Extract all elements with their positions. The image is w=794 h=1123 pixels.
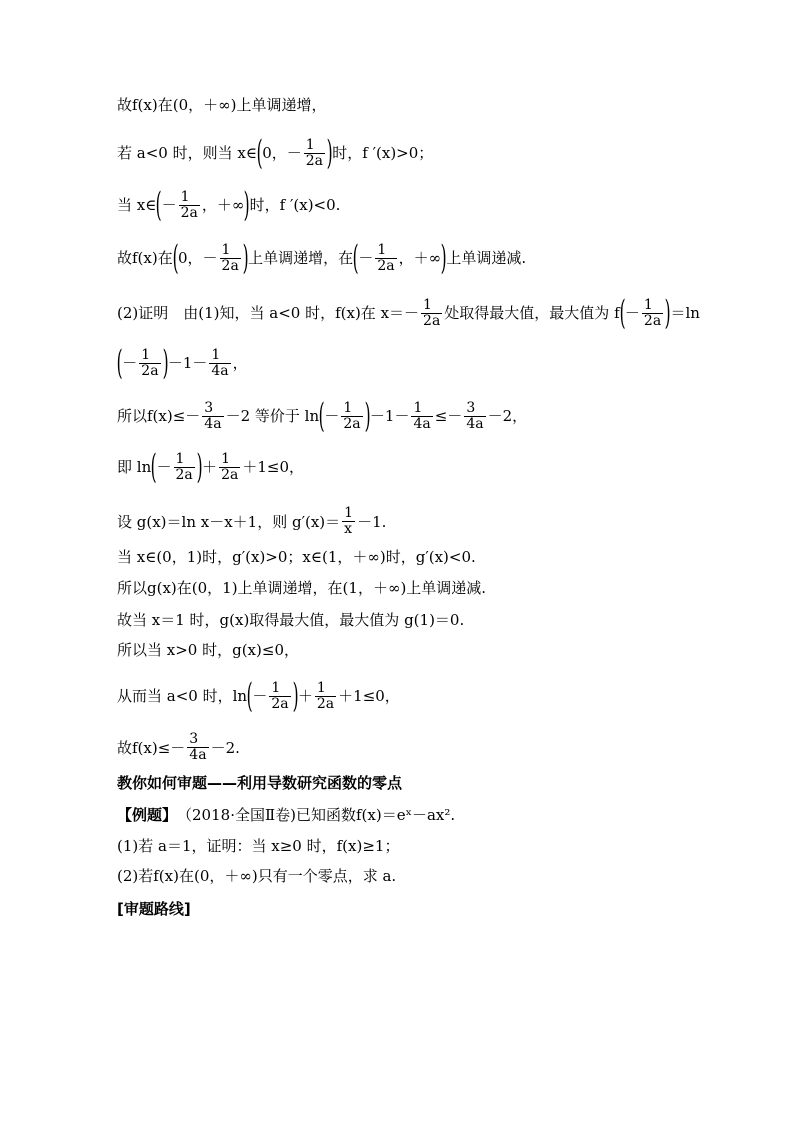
text-segment: ＋1≤0， — [338, 687, 400, 705]
text-segment: － — [156, 458, 172, 476]
text-segment: 故f(x)≤－ — [117, 738, 186, 757]
fraction-denominator: 2a — [221, 466, 239, 483]
fraction-denominator: 2a — [377, 257, 395, 274]
text-segment: 故f(x)在(0，＋∞)上单调递增， — [117, 96, 327, 114]
text-line — [117, 773, 402, 793]
fraction-numerator: 3 — [189, 731, 199, 747]
text-segment: ＝ln — [670, 304, 700, 322]
text-segment: 故当 x＝1 时，g(x)取得最大值，最大值为 g(1)＝0. — [117, 611, 465, 629]
fraction-denominator: 4a — [204, 415, 222, 432]
fraction — [219, 452, 240, 483]
text-line — [117, 238, 527, 278]
text-segment: － — [324, 407, 340, 425]
text-segment: 所以f(x)≤－ — [117, 407, 201, 425]
text-segment: ＋ — [202, 458, 218, 476]
text-segment: －2. — [210, 738, 240, 757]
text-segment: 即 ln — [117, 458, 152, 476]
fraction-denominator: 4a — [211, 362, 229, 379]
fraction — [642, 298, 663, 329]
text-line — [117, 640, 299, 660]
text-segment: ＋1≤0， — [242, 458, 304, 476]
text-segment: ，＋∞ — [398, 249, 442, 267]
fraction-denominator: 2a — [180, 204, 198, 221]
text-segment: 上单调递减. — [446, 249, 527, 267]
text-segment: ，＋∞ — [201, 196, 245, 214]
text-line — [117, 805, 455, 825]
fraction-numerator: 1 — [180, 188, 190, 205]
text-segment: 0，－ — [177, 249, 218, 267]
fraction-denominator: 2a — [316, 695, 335, 712]
fraction-denominator: 2a — [175, 466, 193, 483]
fraction-denominator: 2a — [141, 362, 159, 379]
text-segment: － — [161, 196, 177, 214]
fraction — [220, 243, 241, 274]
large-parenthesis: ( — [256, 133, 263, 173]
large-parenthesis: ) — [440, 238, 447, 278]
fraction — [187, 732, 208, 763]
text-line — [117, 293, 700, 333]
text-segment: [审题路线] — [117, 900, 191, 918]
text-segment: － — [624, 304, 640, 322]
text-segment: 所以g(x)在(0，1)上单调递增，在(1，＋∞)上单调递减. — [117, 579, 487, 597]
text-segment: －1. — [357, 512, 387, 531]
fraction-denominator: 4a — [413, 415, 431, 432]
text-line — [117, 899, 191, 919]
fraction-numerator: 1 — [413, 399, 423, 416]
text-segment: －2 等价于 ln — [225, 407, 320, 425]
fraction-numerator: 1 — [316, 679, 326, 696]
large-parenthesis: ) — [244, 185, 251, 225]
fraction — [174, 452, 195, 483]
text-segment: 处取得最大值，最大值为 f — [444, 304, 620, 322]
text-segment: 设 g(x)＝ln x－x＋1，则 g′(x)＝ — [117, 512, 341, 531]
text-segment: 时，f ′(x)>0； — [332, 144, 434, 162]
fraction-denominator: 2a — [221, 257, 239, 274]
text-line — [117, 185, 341, 225]
fraction-denominator: 2a — [271, 695, 289, 712]
large-parenthesis: ( — [246, 676, 253, 716]
large-parenthesis: ) — [292, 676, 299, 716]
text-line — [117, 578, 486, 598]
fraction-numerator: 1 — [643, 296, 653, 313]
text-line — [116, 343, 248, 383]
fraction-numerator: 1 — [175, 450, 185, 467]
text-segment: － — [252, 687, 268, 705]
fraction-numerator: 1 — [141, 346, 151, 363]
fraction-numerator: 1 — [271, 679, 281, 696]
fraction-numerator: 1 — [211, 346, 221, 363]
text-segment: (1)若 a＝1，证明：当 x≥0 时，f(x)≥1； — [117, 837, 400, 855]
text-segment: 时，f ′(x)<0. — [249, 196, 341, 214]
fraction-numerator: 1 — [305, 136, 315, 153]
text-segment: ＋ — [297, 687, 313, 705]
fraction-denominator: 2a — [423, 312, 441, 329]
fraction — [304, 138, 325, 169]
large-parenthesis: ) — [162, 343, 169, 383]
text-line — [117, 506, 386, 537]
text-line — [117, 547, 476, 567]
large-parenthesis: ( — [619, 293, 626, 333]
text-segment: 当 x∈(0，1)时，g′(x)>0；x∈(1，＋∞)时，g′(x)<0. — [117, 548, 476, 566]
text-segment: (2)证明 由(1)知，当 a<0 时，f(x)在 x＝－ — [117, 304, 420, 322]
fraction — [411, 401, 432, 432]
fraction-numerator: 1 — [344, 505, 354, 521]
large-parenthesis: ( — [155, 185, 162, 225]
fraction-denominator: 4a — [466, 415, 484, 432]
text-segment: －2， — [487, 407, 528, 425]
fraction-numerator: 3 — [466, 399, 476, 416]
fraction — [139, 348, 160, 379]
fraction-numerator: 1 — [221, 241, 231, 258]
large-parenthesis: ( — [116, 343, 123, 383]
fraction-numerator: 3 — [204, 399, 214, 416]
large-parenthesis: ( — [352, 238, 359, 278]
fraction — [315, 681, 336, 712]
fraction — [209, 348, 230, 379]
fraction — [342, 506, 355, 537]
large-parenthesis: ( — [318, 396, 325, 436]
fraction — [375, 243, 396, 274]
fraction — [341, 401, 362, 432]
text-line — [117, 95, 326, 115]
text-line — [117, 447, 304, 487]
text-segment: 若 a<0 时，则当 x∈ — [117, 144, 257, 162]
text-line — [117, 676, 400, 716]
text-segment: 上单调递增，在 — [248, 249, 354, 267]
text-segment: 【例题】 — [117, 806, 178, 824]
text-segment: －1－ — [167, 354, 208, 372]
large-parenthesis: ) — [242, 238, 249, 278]
large-parenthesis: ) — [196, 447, 203, 487]
text-segment: － — [122, 354, 138, 372]
text-segment: 从而当 a<0 时，ln — [117, 687, 248, 705]
text-segment: ， — [232, 354, 248, 372]
text-line — [117, 836, 399, 856]
text-line — [117, 732, 240, 763]
fraction-denominator: 2a — [343, 415, 361, 432]
text-segment: ≤－ — [434, 407, 463, 425]
text-segment: 故f(x)在 — [117, 249, 173, 267]
large-parenthesis: ) — [326, 133, 333, 173]
fraction-numerator: 1 — [377, 241, 387, 258]
text-line — [117, 133, 434, 173]
text-segment: 0，－ — [262, 144, 302, 162]
text-segment: 当 x∈ — [117, 196, 157, 214]
text-segment: 教你如何审题——利用导数研究函数的零点 — [117, 774, 403, 792]
text-segment: 所以当 x>0 时，g(x)≤0， — [117, 641, 299, 659]
text-line — [117, 396, 528, 436]
fraction — [421, 298, 442, 329]
text-segment: － — [358, 249, 374, 267]
large-parenthesis: ) — [364, 396, 371, 436]
text-line — [117, 866, 396, 886]
fraction-denominator: 2a — [305, 152, 324, 169]
fraction — [179, 190, 200, 221]
text-segment: (2)若f(x)在(0，＋∞)只有一个零点，求 a. — [117, 867, 397, 885]
fraction — [269, 681, 290, 712]
fraction-numerator: 1 — [343, 399, 353, 416]
fraction-numerator: 1 — [423, 296, 432, 313]
fraction — [202, 401, 223, 432]
fraction-denominator: x — [342, 521, 355, 537]
text-line — [117, 610, 464, 630]
fraction-denominator: 4a — [189, 747, 207, 763]
fraction-numerator: 1 — [221, 450, 230, 467]
large-parenthesis: ( — [172, 238, 179, 278]
text-segment: －1－ — [369, 407, 410, 425]
fraction — [464, 401, 485, 432]
large-parenthesis: ) — [664, 293, 671, 333]
fraction-denominator: 2a — [643, 312, 662, 329]
large-parenthesis: ( — [150, 447, 157, 487]
text-segment: （2018·全国Ⅱ卷)已知函数f(x)＝eˣ－ax². — [177, 806, 456, 824]
